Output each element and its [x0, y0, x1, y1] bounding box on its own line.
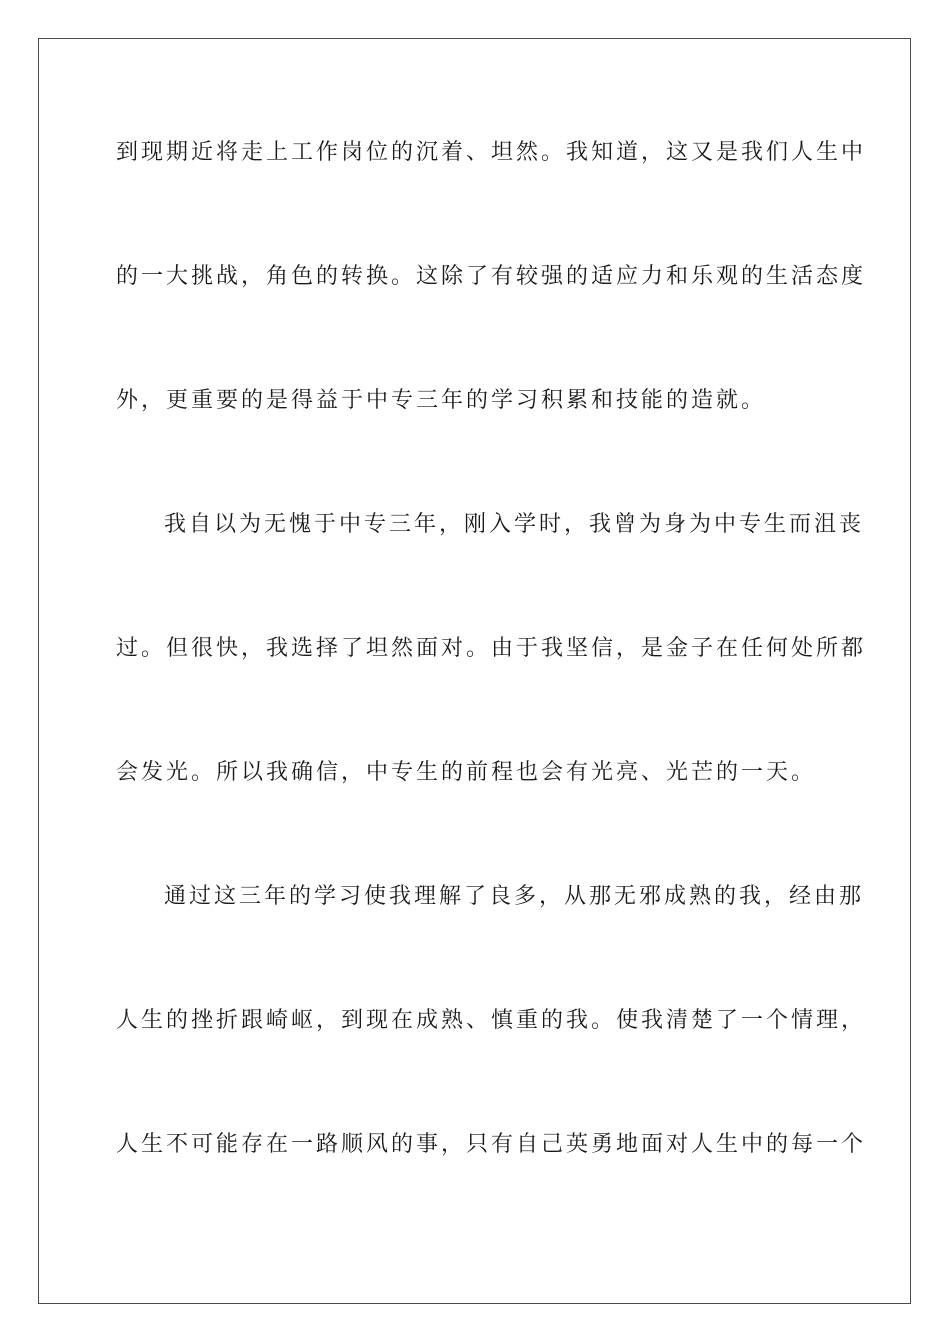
text-line-1: 到现期近将走上工作岗位的沉着、坦然。我知道，这又是我们人生中: [116, 140, 867, 165]
text-line-2: 的一大挑战，角色的转换。这除了有较强的适应力和乐观的生活态度: [116, 264, 867, 289]
text-line-8: 人生的挫折跟崎岖，到现在成熟、慎重的我。使我清楚了一个情理，: [116, 1008, 867, 1033]
text-line-7: 通过这三年的学习使我理解了良多，从那无邪成熟的我，经由那: [164, 884, 865, 909]
text-line-3: 外，更重要的是得益于中专三年的学习积累和技能的造就。: [116, 388, 767, 413]
text-line-5: 过。但很快，我选择了坦然面对。由于我坚信，是金子在任何处所都: [116, 636, 867, 661]
page-border: [38, 38, 911, 1304]
text-line-9: 人生不可能存在一路顺风的事，只有自己英勇地面对人生中的每一个: [116, 1132, 867, 1157]
text-line-4: 我自以为无愧于中专三年，刚入学时，我曾为身为中专生而沮丧: [164, 512, 865, 537]
text-line-6: 会发光。所以我确信，中专生的前程也会有光亮、光芒的一天。: [116, 760, 817, 785]
